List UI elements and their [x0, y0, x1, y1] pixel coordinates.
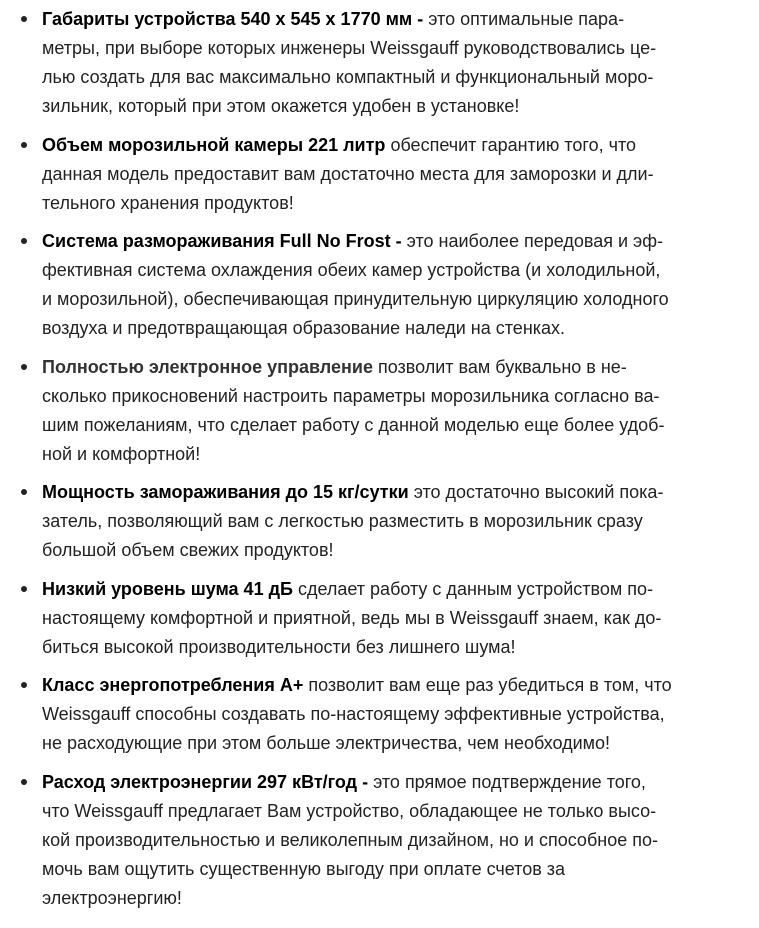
- text-line: [42, 884, 759, 913]
- feature-description: позволит вам буквально в не-: [372, 356, 627, 377]
- feature-title: Низкий уровень шума 41 дБ: [42, 578, 293, 599]
- feature-list-item: [0, 671, 759, 758]
- feature-description: настоящему комфортной и приятной, ведь мы в Weissgauff знаем, как до-: [42, 607, 662, 628]
- feature-list-item: [0, 478, 759, 565]
- feature-list-item: [0, 768, 759, 913]
- text-line: [42, 826, 759, 855]
- text-line: [42, 604, 759, 633]
- text-line: [42, 160, 759, 189]
- feature-description: данная модель предоставит вам достаточно места для заморозки и дли-: [42, 163, 654, 184]
- feature-title: Мощность замораживания до 15 кг/сутки: [42, 482, 409, 502]
- feature-description: мочь вам ощутить существенную выгоду при оплате счетов за: [42, 858, 566, 879]
- feature-description: биться высокой производительности без лишнего шума!: [42, 636, 516, 657]
- feature-list-item: [0, 227, 759, 343]
- text-line: [42, 633, 759, 662]
- feature-description: ной и комфортной!: [42, 443, 201, 464]
- bullet-icon: [21, 142, 27, 148]
- feature-description: что Weissgauff предлагает Вам устройство, обладающее не только высо-: [42, 800, 657, 821]
- feature-description: обеспечит гарантию того, что: [385, 134, 637, 155]
- text-line: [42, 855, 759, 884]
- feature-description: большой объем свежих продуктов!: [42, 540, 334, 560]
- text-line: [42, 507, 759, 536]
- feature-list-item: [0, 5, 759, 121]
- bullet-icon: [21, 586, 27, 592]
- text-line: [42, 131, 759, 160]
- feature-title: Расход электроэнергии 297 кВт/год -: [42, 771, 369, 792]
- feature-description: это достаточно высокий пока-: [408, 482, 664, 502]
- text-line: [42, 5, 759, 34]
- feature-list: [0, 5, 759, 922]
- text-line: [42, 227, 759, 256]
- text-line: [42, 440, 759, 469]
- text-line: [42, 382, 759, 411]
- bullet-icon: [21, 489, 27, 495]
- feature-description: метры, при выборе которых инженеры Weissgauff руководствовались це-: [42, 38, 657, 58]
- feature-description: Weissgauff способны создавать по-настоящему эффективные устройства,: [42, 704, 665, 724]
- feature-title: Полностью электронное управление: [42, 356, 373, 377]
- text-line: [42, 536, 759, 565]
- feature-list-item: [0, 131, 759, 218]
- feature-description: шим пожеланиям, что сделает работу с данной моделью еще более удоб-: [42, 414, 665, 435]
- bullet-icon: [21, 779, 27, 785]
- text-line: [42, 478, 759, 507]
- feature-description: кой производительностью и великолепным дизайном, но и способное по-: [42, 829, 658, 850]
- text-line: [42, 34, 759, 63]
- feature-title: Класс энергопотребления А+: [42, 675, 304, 695]
- text-line: [42, 285, 759, 314]
- text-line: [42, 314, 759, 343]
- text-line: [42, 411, 759, 440]
- feature-description: затель, позволяющий вам с легкостью разместить в морозильник сразу: [42, 511, 643, 531]
- text-line: [42, 575, 759, 604]
- feature-list-item: [0, 353, 759, 469]
- feature-title: Объем морозильной камеры 221 литр: [42, 134, 386, 155]
- feature-description: это наиболее передовая и эф-: [401, 231, 664, 251]
- feature-description: и морозильной), обеспечивающая принудительную циркуляцию холодного: [42, 289, 669, 309]
- feature-title: Система размораживания Full No Frost -: [42, 231, 402, 251]
- feature-description: сделает работу с данным устройством по-: [292, 578, 654, 599]
- text-line: [42, 729, 759, 758]
- bullet-icon: [21, 238, 27, 244]
- bullet-icon: [21, 16, 27, 22]
- feature-description: это оптимальные пара-: [423, 9, 625, 29]
- feature-description: позволит вам еще раз убедиться в том, что: [303, 675, 672, 695]
- bullet-icon: [21, 364, 27, 370]
- feature-description: сколько прикосновений настроить параметры морозильника согласно ва-: [42, 385, 660, 406]
- text-line: [42, 353, 759, 382]
- feature-description: тельного хранения продуктов!: [42, 192, 294, 213]
- text-line: [42, 63, 759, 92]
- text-line: [42, 700, 759, 729]
- feature-description: фективная система охлаждения обеих камер устройства (и холодильной,: [42, 260, 661, 280]
- feature-description: воздуха и предотвращающая образование наледи на стенках.: [42, 318, 566, 338]
- feature-description: это прямое подтверждение того,: [368, 771, 646, 792]
- text-line: [42, 92, 759, 121]
- feature-description: не расходующие при этом больше электричества, чем необходимо!: [42, 733, 611, 753]
- text-line: [42, 189, 759, 218]
- feature-title: Габариты устройства 540 x 545 x 1770 мм -: [42, 9, 424, 29]
- feature-description: лью создать для вас максимально компактный и функциональный моро-: [42, 67, 654, 87]
- text-line: [42, 671, 759, 700]
- text-line: [42, 768, 759, 797]
- text-line: [42, 256, 759, 285]
- bullet-icon: [21, 682, 27, 688]
- feature-description: электроэнергию!: [42, 887, 182, 908]
- feature-description: зильник, который при этом окажется удобен в установке!: [42, 96, 520, 116]
- feature-list-item: [0, 575, 759, 662]
- text-line: [42, 797, 759, 826]
